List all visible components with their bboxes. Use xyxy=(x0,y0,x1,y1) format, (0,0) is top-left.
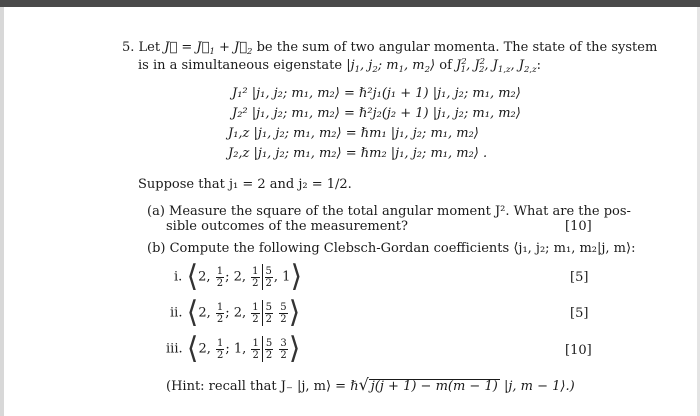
suppose-line: Suppose that j₁ = 2 and j₂ = 1/2. xyxy=(138,177,352,192)
equation-2: J₂² |j₁, j₂; m₁, m₂⟩ = ℏ²j₂(j₂ + 1) |j₁, j₂; m₁, m₂⟩ xyxy=(232,106,521,121)
subpart-iii-label: iii. xyxy=(166,341,183,357)
part-a-line-2: sible outcomes of the measurement? xyxy=(166,219,408,234)
problem-number: 5. xyxy=(122,40,135,55)
subpart-i: i. ⟨2, $\frac{1}{2}$ ; 2, $\frac{1}{2}$ $\frac{5}{2}$ , 1⟩ xyxy=(174,259,303,294)
subpart-iii-marks: [10] xyxy=(565,343,592,358)
part-a-label: (a) xyxy=(147,204,165,219)
hint-line: (Hint: recall that J₋ |j, m⟩ = ℏ√ j(j + 1) − m(m − 1) |j, m − 1⟩.) xyxy=(166,375,575,394)
part-a-marks: [10] xyxy=(565,219,592,234)
top-border xyxy=(0,0,700,7)
subpart-ii-label: ii. xyxy=(170,305,183,321)
subpart-ii: ii. ⟨2, $\frac{1}{2}$ ; 2, $\frac{1}{2}$ $\frac{5}{2}$ $\frac{5}{2}$ ⟩ xyxy=(170,295,301,330)
hint-radicand: j(j + 1) − m(m − 1) xyxy=(370,379,498,394)
problem-line-1: 5. Let J⃗ = $J⃗_1$ + $J⃗_2$ be the sum of two angular momenta. The state of the system xyxy=(122,40,658,57)
equation-4: J₂,z |j₁, j₂; m₁, m₂⟩ = ℏm₂ |j₁, j₂; m₁, m₂⟩ . xyxy=(228,146,488,161)
part-a-line-1: (a) Measure the square of the total angular moment J². What are the pos- xyxy=(147,204,631,219)
subpart-i-marks: [5] xyxy=(570,270,589,285)
subpart-ii-marks: [5] xyxy=(570,306,589,321)
equation-3: J₁,z |j₁, j₂; m₁, m₂⟩ = ℏm₁ |j₁, j₂; m₁, m₂⟩ xyxy=(228,126,479,141)
part-b-label: (b) xyxy=(147,241,166,256)
equation-1: J₁² |j₁, j₂; m₁, m₂⟩ = ℏ²j₁(j₁ + 1) |j₁, j₂; m₁, m₂⟩ xyxy=(232,86,521,101)
problem-line-2: is in a simultaneous eigenstate $|j_1$, $j_2$; $m_1$, $m_2⟩$ of $J^2_1$, $J^2_2$, $J_{1,z}$, $J_{2,z}$: xyxy=(138,57,541,75)
part-b-line: (b) Compute the following Clebsch-Gordan coefficients ⟨j₁, j₂; m₁, m₂|j, m⟩: xyxy=(147,241,636,256)
subpart-i-label: i. xyxy=(174,269,183,285)
subpart-iii: iii. ⟨2, $\frac{1}{2}$ ; 1, $\frac{1}{2}$ $\frac{5}{2}$ $\frac{3}{2}$ ⟩ xyxy=(166,331,301,366)
left-border xyxy=(0,7,4,416)
